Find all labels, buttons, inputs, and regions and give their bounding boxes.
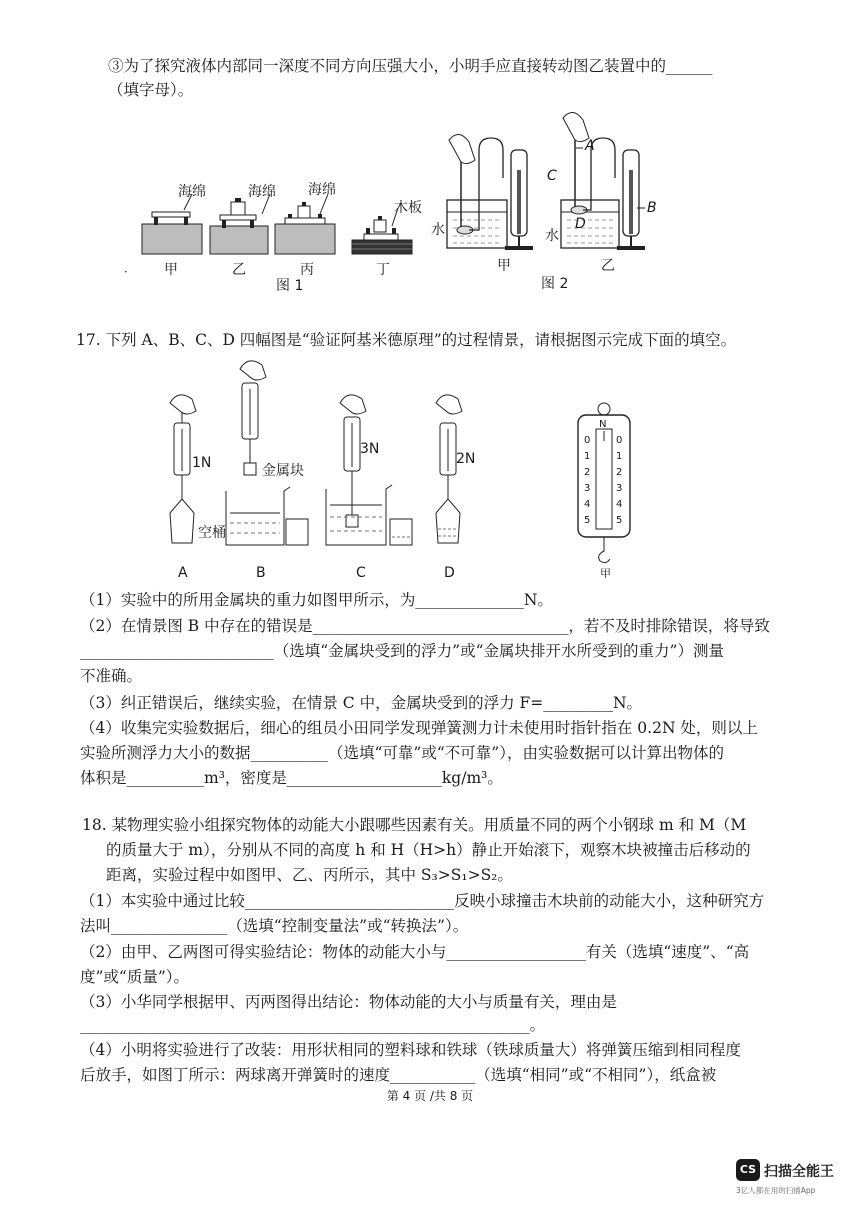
q18-line-9: __________________________________________________________。 [80, 1016, 546, 1034]
q17-empty-bucket-label: 空桶 [198, 525, 226, 541]
watermark-tagline: 3亿人都在用的扫描App [736, 1186, 816, 1195]
q17-metal-block-label: 金属块 [262, 463, 304, 479]
fig2-label-yi: 乙 [601, 258, 615, 274]
q16-part3-line2: （填字母）。 [108, 81, 194, 99]
fig1-caption: 图 1 [276, 278, 304, 294]
spring-scale-unit: N [599, 419, 607, 430]
q17-line-4: 不准确。 [80, 667, 143, 685]
svg-text:3: 3 [584, 483, 591, 494]
fig1-label-yi: 乙 [232, 262, 246, 278]
svg-text:2: 2 [584, 467, 591, 478]
figure-2-liquid-pressure [425, 100, 665, 295]
q17-label-b: B [256, 565, 266, 581]
q18-line-5: 法叫_______________（选填“控制变量法”或“转换法”）。 [80, 917, 469, 935]
svg-text:2: 2 [616, 467, 623, 478]
svg-text:0: 0 [584, 435, 591, 446]
figure-1-pressure-sponge [120, 176, 435, 296]
q18-line-7: 度”或“质量”）。 [80, 968, 190, 986]
q17-label-a: A [178, 565, 188, 581]
svg-text:1: 1 [616, 451, 623, 462]
fig2-point-b: B [647, 200, 657, 216]
fig2-apparatus-yi [561, 112, 645, 250]
q18-line-6: （2）由甲、乙两图可得实验结论：物体的动能大小与__________________有关（选填“速度”、“高 [80, 943, 750, 961]
spring-scale-label: 甲 [600, 567, 611, 580]
q17-stem: 17. 下列 A、B、C、D 四幅图是“验证阿基米德原理”的过程情景，请根据图示完成下面的填空。 [76, 331, 737, 349]
fig1-board-label: 木板 [394, 200, 422, 216]
fig2-point-c: C [547, 168, 557, 184]
fig2-water-label-yi: 水 [545, 228, 559, 244]
svg-text:4: 4 [584, 499, 591, 510]
fig2-apparatus-jia [447, 134, 533, 250]
fig2-water-label-jia: 水 [431, 222, 445, 238]
svg-text:3: 3 [616, 483, 623, 494]
fig1-sponge-yi [210, 194, 270, 254]
scanner-watermark [736, 1155, 846, 1199]
svg-text:5: 5 [584, 515, 591, 526]
fig1-label-bing: 丙 [300, 262, 314, 278]
q18-line-4: （1）本实验中通过比较___________________________反映小球撞击木块前的动能大小，这种研究方 [80, 892, 765, 910]
svg-text:0: 0 [616, 435, 623, 446]
q17-fig-b [226, 361, 308, 545]
q17-fig-c [326, 395, 412, 545]
fig1-sponge-label-1: 海绵 [178, 184, 206, 200]
watermark-logo-icon: CS [736, 1159, 760, 1181]
fig2-point-a: A [585, 138, 595, 154]
q17-line-2: （2）在情景图 B 中存在的错误是_________________________________，若不及时排除错误，将导致 [80, 617, 770, 635]
figure-archimedes [160, 355, 660, 585]
fig1-label-jia: 甲 [164, 262, 178, 278]
q17-line-8: 体积是__________m³，密度是____________________kg/m³。 [80, 769, 503, 787]
fig1-sponge-label-2: 海绵 [248, 184, 276, 200]
q17-line-1: （1）实验中的所用金属块的重力如图甲所示，为______________N。 [80, 591, 553, 609]
q18-line-8: （3）小华同学根据甲、丙两图得出结论：物体动能的大小与质量有关，理由是 [80, 993, 617, 1011]
q17-label-d: D [444, 565, 455, 581]
fig1-sponge-jia [142, 194, 202, 254]
fig2-caption: 图 2 [541, 276, 569, 292]
q16-part3-line1: ③为了探究液体内部同一深度不同方向压强大小，小明手应直接转动图乙装置中的______ [108, 57, 713, 75]
q17-line-6: （4）收集完实验数据后，细心的组员小田同学发现弹簧测力计未使用时指针指在 0.2N 处，则以上 [80, 719, 758, 737]
q17-fig-d [436, 395, 462, 543]
q18-line-2: 的质量大于 m），分别从不同的高度 h 和 H（H>h）静止开始滚下，观察木块被撞击后移动的 [106, 841, 751, 859]
svg-text:4: 4 [616, 499, 623, 510]
q18-line-3: 距离，实验过程中如图甲、乙、丙所示，其中 S₃>S₁>S₂。 [106, 866, 513, 884]
page-footer: 第 4 页 /共 8 页 [386, 1089, 474, 1103]
q18-line-10: （4）小明将实验进行了改装：用形状相同的塑料球和铁球（铁球质量大）将弹簧压缩到相同程度 [80, 1041, 741, 1059]
scan-dot: · [124, 265, 128, 279]
fig1-sponge-bing [275, 194, 335, 254]
svg-text:5: 5 [616, 515, 623, 526]
svg-text:1: 1 [584, 451, 591, 462]
q18-line-1: 18. 某物理实验小组探究物体的动能大小跟哪些因素有关。用质量不同的两个小钢球 m 和 M（M [82, 816, 747, 834]
fig1-label-ding: 丁 [376, 262, 390, 278]
q17-line-7: 实验所测浮力大小的数据__________（选填“可靠”或“不可靠”），由实验数据可以计算出物体的 [80, 744, 724, 762]
q17-reading-c: 3N [360, 441, 380, 457]
q17-reading-d: 2N [456, 451, 476, 467]
fig2-point-d: D [575, 216, 586, 232]
watermark-app-name: 扫描全能王 [764, 1164, 834, 1180]
q17-reading-a: 1N [192, 455, 212, 471]
q17-line-5: （3）纠正错误后，继续实验，在情景 C 中，金属块受到的浮力 F=_________N。 [80, 694, 643, 712]
fig2-label-jia: 甲 [497, 258, 511, 274]
q18-line-11: 后放手，如图丁所示：两球离开弹簧时的速度___________（选填“相同”或“不相同”），纸盒被 [80, 1066, 717, 1084]
q17-label-c: C [356, 565, 366, 581]
q17-line-3: _________________________（选填“金属块受到的浮力”或“金属块排开水所受到的重力”）测量 [80, 642, 724, 660]
fig1-sponge-label-3: 海绵 [308, 182, 336, 198]
